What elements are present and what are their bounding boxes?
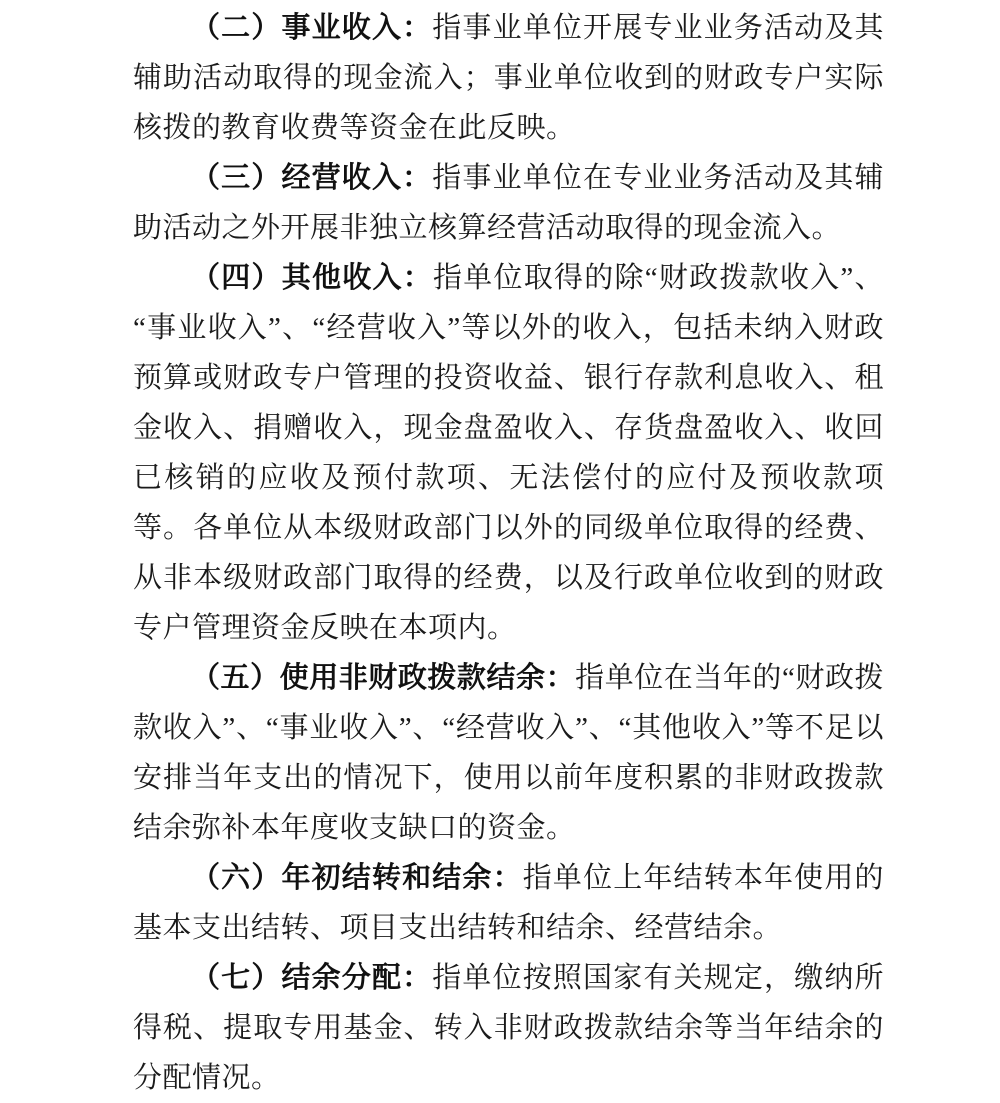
paragraph-definition-text: 指单位在当年的“财政拨款收入”、“事业收入”、“经营收入”、“其他收入”等不足以安排当年支出的情况下，使用以前年度积累的非财政拨款结余弥补本年度收支缺口的资金。	[133, 662, 884, 844]
paragraph-term-label: （六）年初结转和结余：	[191, 862, 523, 894]
paragraph-business-income	[133, 3, 884, 153]
paragraph-term-label: （三）经营收入：	[191, 162, 433, 194]
paragraph-term-label: （二）事业收入：	[191, 12, 433, 44]
paragraph-definition-text: 指单位按照国家有关规定，缴纳所得税、提取专用基金、转入非财政拨款结余等当年结余的分配情况。	[133, 962, 884, 1094]
paragraph-definition-text: 指单位上年结转本年使用的基本支出结转、项目支出结转和结余、经营结余。	[133, 862, 884, 944]
paragraph-operating-income	[133, 153, 884, 253]
paragraph-beginning-year-carryover-and-surplus	[133, 853, 884, 953]
paragraph-other-income	[133, 253, 884, 653]
paragraph-surplus-distribution	[133, 953, 884, 1103]
paragraph-use-of-non-fiscal-appropriation-surplus	[133, 653, 884, 853]
paragraph-definition-text: 指事业单位开展专业业务活动及其辅助活动取得的现金流入；事业单位收到的财政专户实际核拨的教育收费等资金在此反映。	[133, 12, 884, 144]
paragraph-definition-text: 指事业单位在专业业务活动及其辅助活动之外开展非独立核算经营活动取得的现金流入。	[133, 162, 884, 244]
paragraph-term-label: （七）结余分配：	[191, 962, 433, 994]
paragraph-definition-text: 指单位取得的除“财政拨款收入”、“事业收入”、“经营收入”等以外的收入，包括未纳入财政预算或财政专户管理的投资收益、银行存款利息收入、租金收入、捐赠收入，现金盘盈收入、存货盘盈收入、收回已核销的应收及预付款项、无法偿付的应付及预收款项等。各单位从本级财政部门以外的同级单位取得的经费、从非本级财政部门取得的经费，以及行政单位收到的财政专户管理资金反映在本项内。	[133, 262, 884, 644]
paragraph-term-label: （五）使用非财政拨款结余：	[191, 662, 576, 694]
paragraph-term-label: （四）其他收入：	[191, 262, 433, 294]
